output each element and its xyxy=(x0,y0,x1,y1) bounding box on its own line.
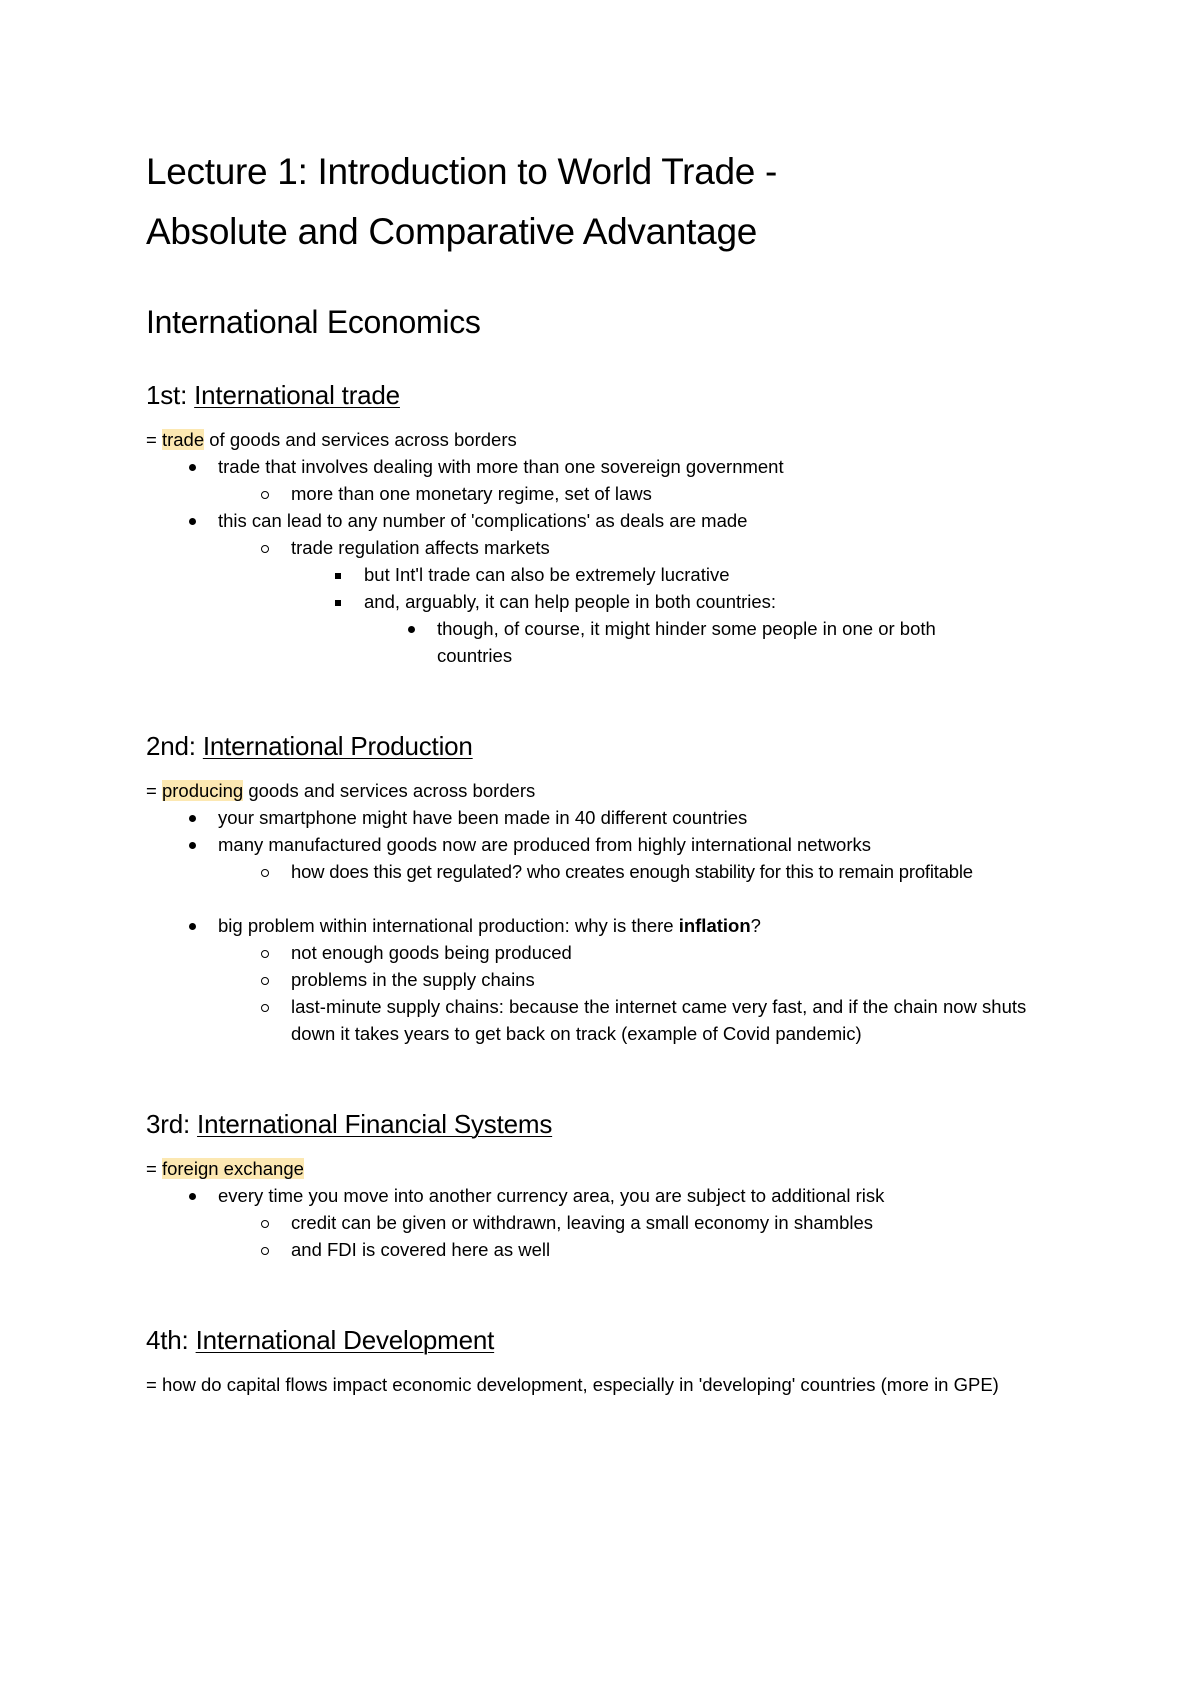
bullet-dot-icon xyxy=(401,615,421,642)
list-item-text: not enough goods being produced xyxy=(291,942,572,963)
section-international-development xyxy=(146,1323,1066,1398)
list-item xyxy=(146,507,1066,534)
bullet-list xyxy=(146,453,1066,669)
section-topic: International Development xyxy=(195,1325,495,1355)
section-definition xyxy=(146,426,1066,453)
list-item-text: and, arguably, it can help people in both countries: xyxy=(364,591,777,612)
section-heading xyxy=(146,1107,1066,1141)
list-item xyxy=(146,480,1066,507)
definition-rest: goods and services across borders xyxy=(243,780,536,801)
list-item xyxy=(146,858,1126,885)
list-item-text: but Int'l trade can also be extremely lucrative xyxy=(364,564,730,585)
list-item-text: last-minute supply chains: because the internet came very fast, and if the chain now shuts down it takes years to get back on track (example of Covid pandemic) xyxy=(291,996,1027,1044)
section-definition xyxy=(146,777,1066,804)
bullet-circle-icon xyxy=(255,966,275,993)
section-heading xyxy=(146,729,1066,763)
list-item xyxy=(146,1182,1066,1209)
bullet-circle-icon xyxy=(255,1209,275,1236)
bullet-circle-icon xyxy=(255,534,275,561)
list-item-text: trade that involves dealing with more than one sovereign government xyxy=(218,456,784,477)
section-heading xyxy=(146,1323,1066,1357)
bullet-circle-icon xyxy=(255,1236,275,1263)
bullet-dot-icon xyxy=(182,912,202,939)
section-definition xyxy=(146,1155,1066,1182)
list-item-text: big problem within international production: why is there xyxy=(218,915,679,936)
blank-line xyxy=(146,885,1066,912)
section-international-production xyxy=(146,729,1066,1047)
bullet-list xyxy=(146,1182,1066,1263)
list-item-text: more than one monetary regime, set of laws xyxy=(291,483,652,504)
list-item-text: trade regulation affects markets xyxy=(291,537,550,558)
highlighted-term: foreign exchange xyxy=(161,1158,304,1179)
section-topic: International Production xyxy=(202,731,473,761)
bullet-circle-icon xyxy=(255,939,275,966)
title-line-2: Absolute and Comparative Advantage xyxy=(146,211,757,252)
list-item-text: many manufactured goods now are produced from highly international networks xyxy=(218,834,872,855)
list-item-text: credit can be given or withdrawn, leaving a small economy in shambles xyxy=(291,1212,874,1233)
list-item-text: this can lead to any number of 'complications' as deals are made xyxy=(218,510,748,531)
list-item xyxy=(146,1236,1066,1263)
section-ordinal: 1st: xyxy=(146,380,188,410)
bullet-square-icon xyxy=(328,588,348,615)
list-item xyxy=(146,966,1066,993)
bullet-dot-icon xyxy=(182,507,202,534)
list-item xyxy=(146,453,1066,480)
definition-prefix: = xyxy=(146,429,162,450)
bullet-circle-icon xyxy=(255,480,275,507)
bullet-dot-icon xyxy=(182,804,202,831)
bullet-circle-icon xyxy=(255,993,275,1020)
list-item-text: your smartphone might have been made in 40 different countries xyxy=(218,807,748,828)
section-ordinal: 4th: xyxy=(146,1325,189,1355)
definition-rest: = how do capital flows impact economic development, especially in 'developing' countries (more in GPE) xyxy=(146,1374,999,1395)
highlighted-term: producing xyxy=(161,780,244,801)
section-international-financial-systems xyxy=(146,1107,1066,1263)
list-item xyxy=(146,831,1066,858)
bullet-dot-icon xyxy=(182,1182,202,1209)
document-subtitle: International Economics xyxy=(146,304,481,340)
list-item-text: ? xyxy=(750,915,761,936)
bold-term: inflation xyxy=(678,915,751,936)
definition-prefix: = xyxy=(146,1158,162,1179)
bullet-circle-icon xyxy=(255,858,275,885)
list-item-text: and FDI is covered here as well xyxy=(291,1239,551,1260)
list-item-text: every time you move into another currency area, you are subject to additional risk xyxy=(218,1185,885,1206)
section-international-trade xyxy=(146,378,1066,669)
list-item xyxy=(146,534,1066,561)
list-item xyxy=(146,615,1066,669)
section-heading xyxy=(146,378,1066,412)
bullet-list xyxy=(146,912,1066,1047)
highlighted-term: trade xyxy=(161,429,205,450)
bullet-dot-icon xyxy=(182,831,202,858)
list-item xyxy=(146,912,1066,939)
title-line-1: Lecture 1: Introduction to World Trade - xyxy=(146,151,778,192)
document-page xyxy=(146,142,1066,1398)
bullet-list xyxy=(146,804,1066,885)
section-topic: International Financial Systems xyxy=(197,1109,553,1139)
document-title xyxy=(146,142,1066,262)
list-item xyxy=(146,561,1066,588)
list-item-text: how does this get regulated? who creates enough stability for this to remain profitable xyxy=(291,861,973,882)
bullet-square-icon xyxy=(328,561,348,588)
list-item xyxy=(146,993,1066,1047)
list-item-text: problems in the supply chains xyxy=(291,969,535,990)
list-item xyxy=(146,804,1066,831)
section-ordinal: 3rd: xyxy=(146,1109,191,1139)
definition-prefix: = xyxy=(146,780,162,801)
list-item xyxy=(146,1209,1066,1236)
list-item-text: though, of course, it might hinder some people in one or both countries xyxy=(437,618,936,666)
bullet-dot-icon xyxy=(182,453,202,480)
section-topic: International trade xyxy=(194,380,400,410)
list-item xyxy=(146,939,1066,966)
list-item xyxy=(146,588,1066,615)
definition-rest: of goods and services across borders xyxy=(204,429,517,450)
section-definition xyxy=(146,1371,1066,1398)
section-ordinal: 2nd: xyxy=(146,731,196,761)
